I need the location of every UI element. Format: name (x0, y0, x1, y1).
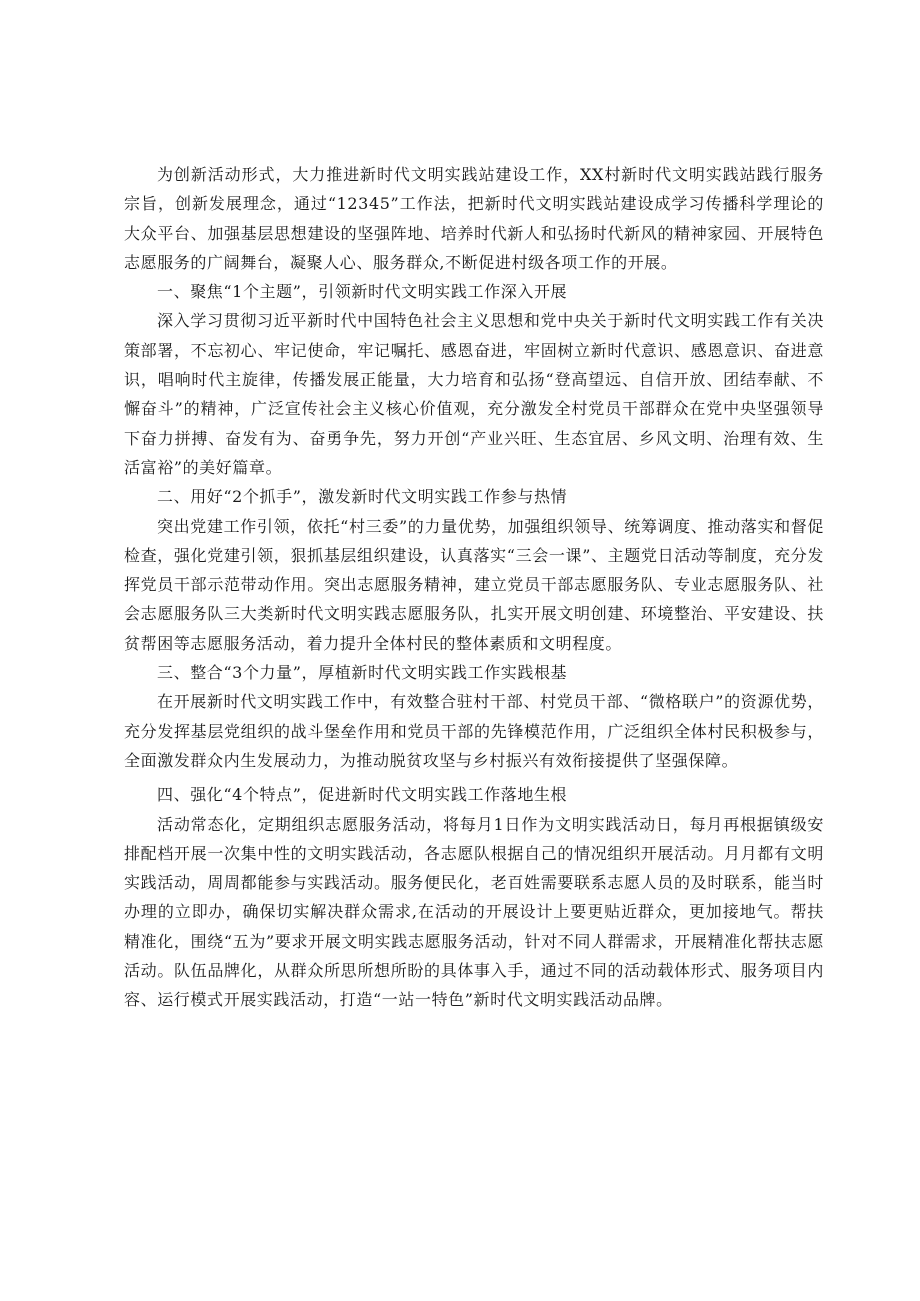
section-1-body: 深入学习贯彻习近平新时代中国特色社会主义思想和党中央关于新时代文明实践工作有关决策部署，不忘初心、牢记使命，牢记嘱托、感恩奋进，牢固树立新时代意识、感恩意识、奋进意识，唱响时代主旋律，传播发展正能量，大力培育和弘扬“登高望远、自信开放、团结奉献、不懈奋斗”的精神，广泛宣传社会主义核心价值观，充分激发全村党员干部群众在党中央坚强领导下奋力拼搏、奋发有为、奋勇争先，努力开创“产业兴旺、生态宜居、乡风文明、治理有效、生活富裕”的美好篇章。 (124, 311, 824, 477)
section-2-heading: 二、用好“2个抓手”，激发新时代文明实践工作参与热情 (157, 487, 568, 507)
section-1-heading: 一、聚焦“1个主题”，引领新时代文明实践工作深入开展 (157, 282, 568, 302)
section-3-heading: 三、整合“3个力量”，厚植新时代文明实践工作实践根基 (157, 663, 568, 683)
section-2-body: 突出党建工作引领，依托“村三委”的力量优势，加强组织领导、统筹调度、推动落实和督促检查，强化党建引领，狠抓基层组织建设，认真落实“三会一课”、主题党日活动等制度，充分发挥党员干部示范带动作用。突出志愿服务精神，建立党员干部志愿服务队、专业志愿服务队、社会志愿服务队三大类新时代文明实践志愿服务队，扎实开展文明创建、环境整治、平安建设、扶贫帮困等志愿服务活动，着力提升全体村民的整体素质和文明程度。 (124, 516, 824, 653)
section-3-body: 在开展新时代文明实践工作中，有效整合驻村干部、村党员干部、“微格联户”的资源优势，充分发挥基层党组织的战斗堡垒作用和党员干部的先锋模范作用，广泛组织全体村民积极参与，全面激发群众内生发展动力，为推动脱贫攻坚与乡村振兴有效衔接提供了坚强保障。 (124, 692, 824, 770)
intro-paragraph: 为创新活动形式，大力推进新时代文明实践站建设工作，XX村新时代文明实践站践行服务宗旨，创新发展理念，通过“12345”工作法，把新时代文明实践站建设成学习传播科学理论的大众平台、加强基层思想建设的坚强阵地、培养时代新人和弘扬时代新风的精神家园、开展特色志愿服务的广阔舞台，凝聚人心、服务群众,不断促进村级各项工作的开展。 (124, 165, 824, 272)
section-4-heading: 四、强化“4个特点”，促进新时代文明实践工作落地生根 (157, 785, 568, 805)
document-page (124, 160, 824, 1015)
section-4-body: 活动常态化，定期组织志愿服务活动，将每月1日作为文明实践活动日，每月再根据镇级安排配档开展一次集中性的文明实践活动，各志愿队根据自己的情况组织开展活动。月月都有文明实践活动，周周都能参与实践活动。服务便民化，老百姓需要联系志愿人员的及时联系，能当时办理的立即办，确保切实解决群众需求,在活动的开展设计上要更贴近群众，更加接地气。帮扶精准化，围绕“五为”要求开展文明实践志愿服务活动，针对不同人群需求，开展精准化帮扶志愿活动。队伍品牌化，从群众所思所想所盼的具体事入手，通过不同的活动载体形式、服务项目内容、运行模式开展实践活动，打造“一站一特色”新时代文明实践活动品牌。 (124, 814, 824, 1010)
